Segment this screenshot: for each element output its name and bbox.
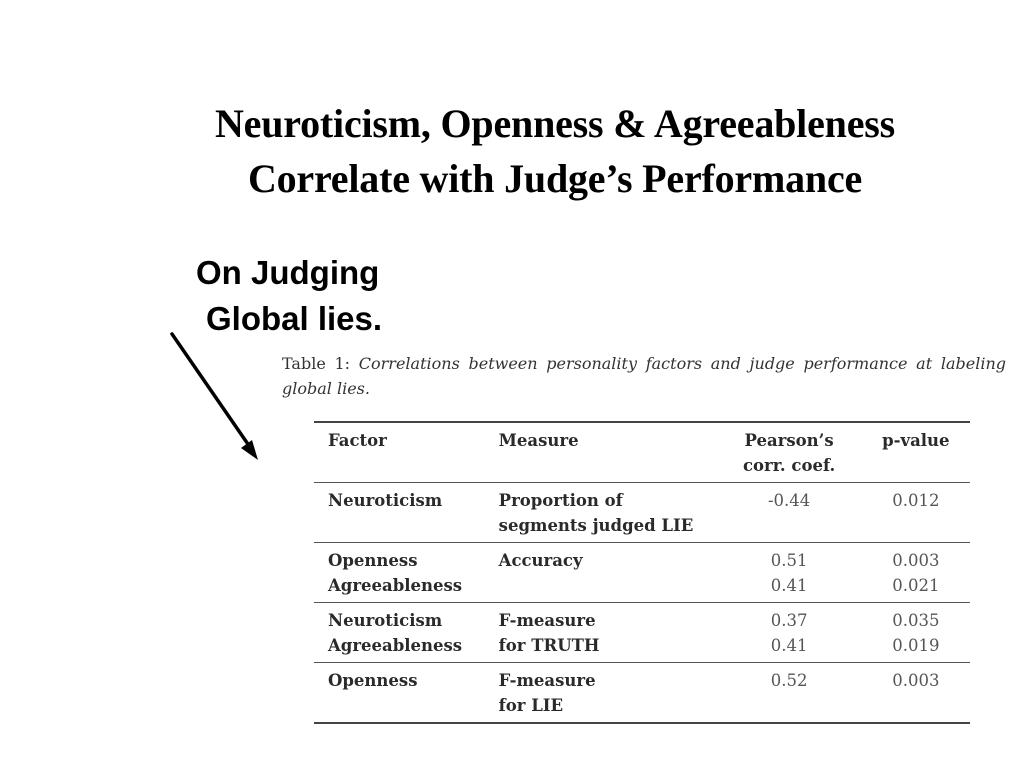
table-caption: [282, 351, 1006, 401]
slide-title: [0, 96, 1024, 206]
table-header-row: [314, 422, 970, 483]
cell-pearson: -0.44: [767, 491, 811, 510]
caption-text: Correlations between personality factors and judge performance at labeling global lies.: [282, 354, 1006, 398]
cell-factor: Neuroticism: [328, 491, 443, 510]
cell-measure: F-measure for TRUTH: [498, 611, 600, 655]
table-row: [314, 663, 970, 724]
cell-pearson: 0.37 0.41: [770, 611, 808, 655]
header-factor: Factor: [328, 431, 387, 450]
callout-line-1: On Judging: [196, 254, 380, 291]
cell-factor: Openness Agreeableness: [328, 551, 463, 595]
correlation-table: [314, 421, 970, 724]
cell-factor: Neuroticism Agreeableness: [328, 611, 463, 655]
arrow-down-right-icon: [164, 326, 268, 466]
table-row: [314, 603, 970, 663]
cell-pearson: 0.52: [770, 671, 808, 690]
header-measure: Measure: [498, 431, 579, 450]
caption-label: Table 1:: [282, 354, 351, 373]
cell-measure: F-measure for LIE: [498, 671, 596, 715]
cell-pvalue: 0.003 0.021: [892, 551, 940, 595]
cell-pvalue: 0.035 0.019: [892, 611, 940, 655]
callout-line-2: Global lies.: [206, 300, 383, 337]
cell-measure: Proportion of segments judged LIE: [498, 491, 694, 535]
header-pvalue: p-value: [882, 431, 950, 450]
cell-pvalue: 0.012: [892, 491, 940, 510]
correlation-table-wrapper: [314, 421, 970, 724]
table-row: [314, 483, 970, 543]
slide-title-line-2: Correlate with Judge’s Performance: [247, 156, 863, 201]
cell-pearson: 0.51 0.41: [770, 551, 808, 595]
cell-measure: Accuracy: [498, 551, 583, 570]
header-pearson: Pearson’s corr. coef.: [743, 431, 836, 475]
cell-factor: Openness: [328, 671, 418, 690]
slide-title-line-1: Neuroticism, Openness & Agreeableness: [215, 101, 895, 146]
table-row: [314, 543, 970, 603]
cell-pvalue: 0.003: [892, 671, 940, 690]
